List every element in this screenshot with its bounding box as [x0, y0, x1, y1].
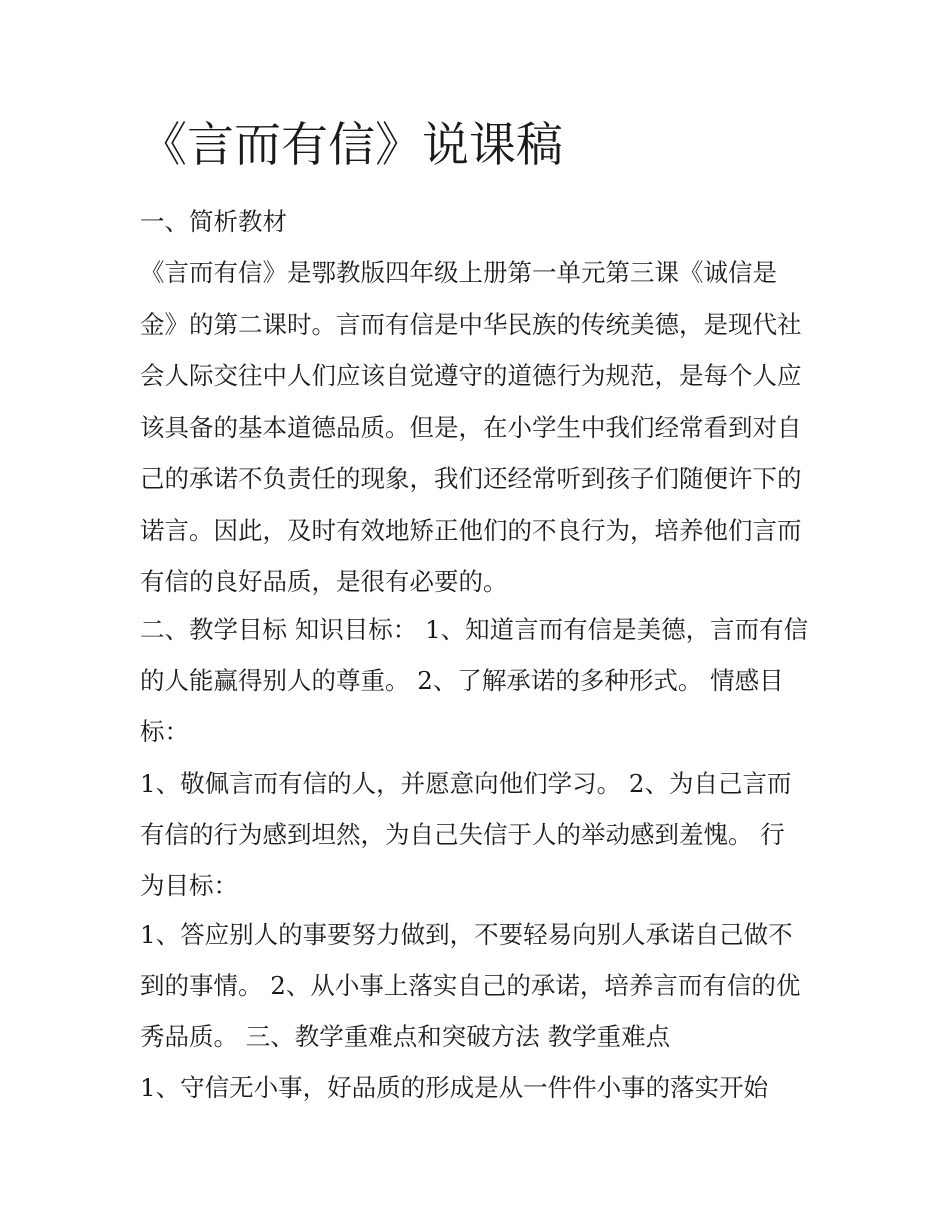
text-line: 会人际交往中人们应该自觉遵守的道德行为规范，是每个人应	[140, 361, 802, 390]
text-line: 二、教学目标 知识目标： 1、知道言而有信是美德，言而有信	[140, 615, 809, 644]
text-line: 为目标：	[140, 871, 238, 900]
text-line: 该具备的基本道德品质。但是，在小学生中我们经常看到对自	[140, 413, 802, 442]
document-title: 《言而有信》说课稿	[140, 118, 563, 173]
section-heading-1: 一、简析教材	[140, 207, 287, 236]
text-line: 有信的良好品质，是很有必要的。	[140, 567, 508, 596]
text-line: 有信的行为感到坦然，为自己失信于人的举动感到羞愧。 行	[140, 820, 785, 849]
text-line: 1、守信无小事，好品质的形成是从一件件小事的落实开始	[140, 1073, 769, 1102]
text-line: 1、敬佩言而有信的人，并愿意向他们学习。 2、为自己言而	[140, 769, 792, 798]
text-line: 《言而有信》是鄂教版四年级上册第一单元第三课《诚信是	[140, 258, 777, 287]
text-line: 的人能赢得别人的尊重。 2、了解承诺的多种形式。 情感目	[140, 666, 784, 695]
text-line: 秀品质。 三、教学重难点和突破方法 教学重难点	[140, 1022, 671, 1051]
text-line: 诺言。因此，及时有效地矫正他们的不良行为，培养他们言而	[140, 516, 802, 545]
text-line: 己的承诺不负责任的现象，我们还经常听到孩子们随便许下的	[140, 464, 802, 493]
text-line: 标：	[140, 717, 189, 746]
text-line: 1、答应别人的事要努力做到，不要轻易向别人承诺自己做不	[140, 920, 793, 949]
text-line: 到的事情。 2、从小事上落实自己的承诺，培养言而有信的优	[140, 971, 801, 1000]
text-line: 金》的第二课时。言而有信是中华民族的传统美德，是现代社	[140, 310, 802, 339]
